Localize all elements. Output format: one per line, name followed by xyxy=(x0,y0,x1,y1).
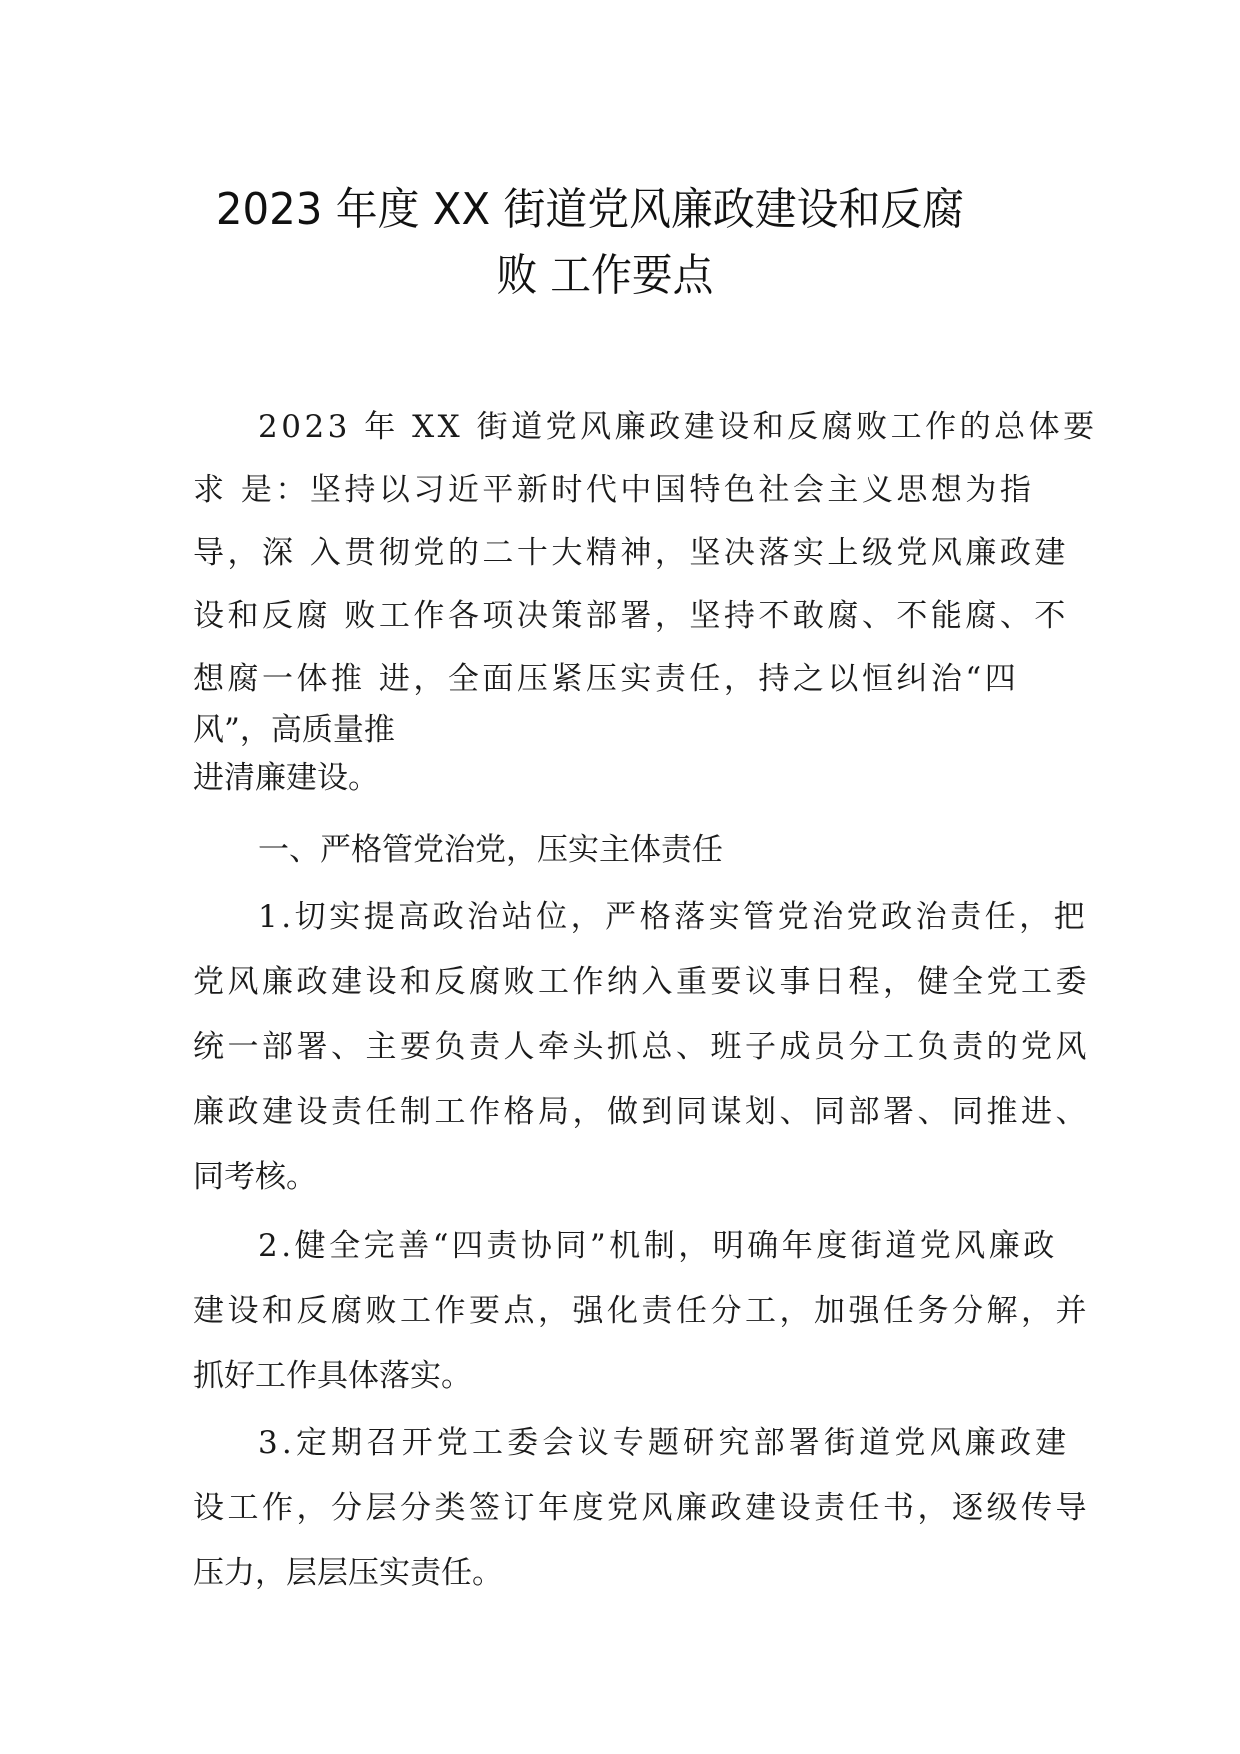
item-1-line-3: 统一部署、主要负责人牵头抓总、班子成员分工负责的党风 xyxy=(193,1029,1090,1065)
item-1-line-1: 1.切实提高政治站位，严格落实管党治党政治责任，把 xyxy=(258,899,1089,935)
document-title-line-2: 败 工作要点 xyxy=(496,250,714,301)
document-title-line-1: 2023 年度 XX 街道党风廉政建设和反腐 xyxy=(215,184,965,235)
intro-line-7: 进清廉建设。 xyxy=(193,760,379,796)
item-1-line-5: 同考核。 xyxy=(193,1159,317,1195)
item-2-line-1: 2.健全完善“四责协同”机制，明确年度街道党风廉政 xyxy=(258,1228,1058,1264)
item-1-line-2: 党风廉政建设和反腐败工作纳入重要议事日程，健全党工委 xyxy=(193,964,1090,1000)
item-2-line-3: 抓好工作具体落实。 xyxy=(193,1358,472,1394)
intro-line-6: 风”，高质量推 xyxy=(193,712,395,748)
item-3-line-1: 3.定期召开党工委会议专题研究部署街道党风廉政建 xyxy=(258,1425,1071,1461)
item-2-line-2: 建设和反腐败工作要点，强化责任分工，加强任务分解，并 xyxy=(193,1293,1090,1329)
intro-line-1: 2023 年 XX 街道党风廉政建设和反腐败工作的总体要 xyxy=(258,409,1098,445)
intro-line-3: 导，深 入贯彻党的二十大精神，坚决落实上级党风廉政建 xyxy=(193,535,1069,571)
section-1-heading: 一、严格管党治党，压实主体责任 xyxy=(258,832,723,868)
item-3-line-3: 压力，层层压实责任。 xyxy=(193,1555,503,1591)
intro-line-5: 想腐一体推 进，全面压紧压实责任，持之以恒纠治“四 xyxy=(193,661,1020,697)
intro-line-2: 求 是：坚持以习近平新时代中国特色社会主义思想为指 xyxy=(193,472,1035,508)
item-3-line-2: 设工作，分层分类签订年度党风廉政建设责任书，逐级传导 xyxy=(193,1490,1090,1526)
item-1-line-4: 廉政建设责任制工作格局，做到同谋划、同部署、同推进、 xyxy=(193,1094,1090,1130)
intro-line-4: 设和反腐 败工作各项决策部署，坚持不敢腐、不能腐、不 xyxy=(193,598,1069,634)
